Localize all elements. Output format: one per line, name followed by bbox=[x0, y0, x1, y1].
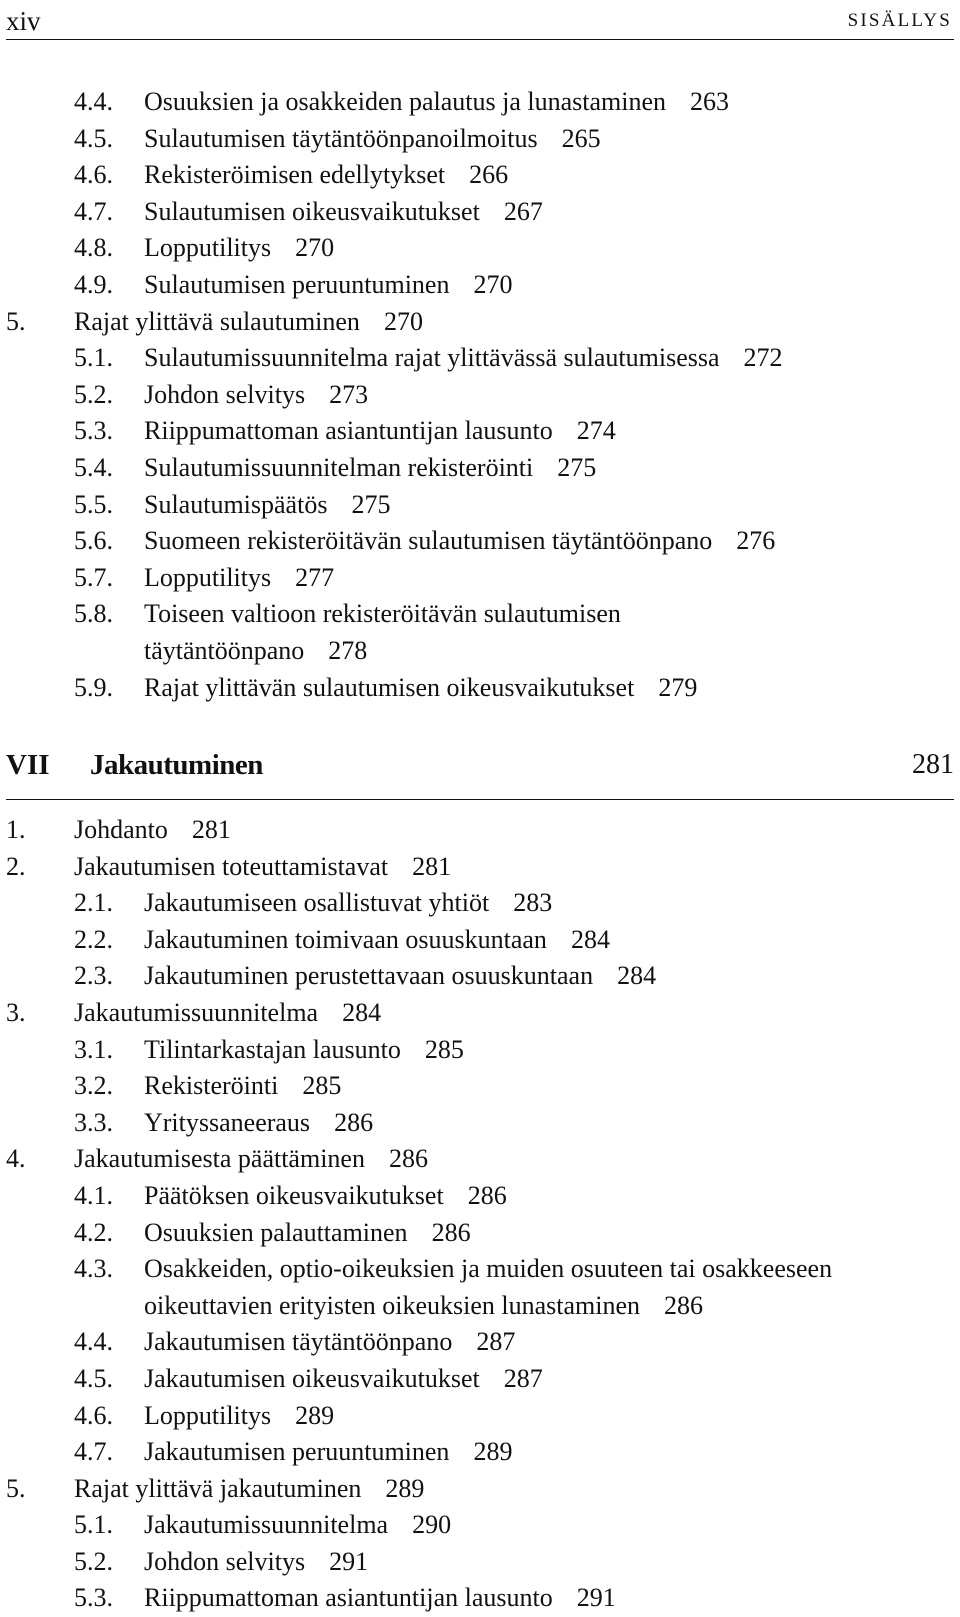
toc-entry-title: Jakautuminen perustettavaan osuuskuntaan bbox=[144, 961, 594, 991]
toc-entry-page: 284 bbox=[570, 924, 610, 954]
toc-entry-number: 2.1. bbox=[74, 888, 113, 918]
toc-entry-page: 276 bbox=[736, 526, 776, 556]
toc-entry-page: 278 bbox=[328, 635, 368, 665]
toc-entry bbox=[0, 670, 960, 707]
toc-entry bbox=[0, 995, 960, 1032]
toc-entry-page: 277 bbox=[295, 562, 335, 592]
toc-entry-number: 5.4. bbox=[74, 452, 113, 482]
toc-entry bbox=[0, 84, 960, 121]
toc-entry bbox=[0, 1032, 960, 1069]
toc-entry-number: 3. bbox=[6, 997, 26, 1027]
toc-entry-number: 4.2. bbox=[74, 1217, 113, 1247]
toc-entry-title: Sulautumispäätös bbox=[144, 489, 328, 519]
chapter-title: Jakautuminen bbox=[90, 749, 263, 781]
toc-entry-page: 291 bbox=[329, 1546, 369, 1576]
toc-entry-number: 5.1. bbox=[74, 1510, 113, 1540]
toc-entry-title: Sulautumisen oikeusvaikutukset bbox=[144, 196, 480, 226]
toc-entry-title: Sulautumissuunnitelman rekisteröinti bbox=[144, 452, 534, 482]
toc-entry bbox=[0, 450, 960, 487]
toc-entry-title: Lopputilitys bbox=[144, 562, 272, 592]
toc-entry-page: 287 bbox=[476, 1327, 516, 1357]
toc-entry-title: Tilintarkastajan lausunto bbox=[144, 1034, 401, 1064]
toc-entry bbox=[0, 596, 960, 669]
toc-entry-page: 275 bbox=[351, 489, 391, 519]
toc-entry bbox=[0, 340, 960, 377]
toc-entry-page: 285 bbox=[424, 1034, 464, 1064]
toc-entry-title: Johdon selvitys bbox=[144, 1546, 306, 1576]
toc-entry-number: 2. bbox=[6, 851, 26, 881]
toc-entry-page: 289 bbox=[385, 1473, 425, 1503]
toc-entry-number: 4. bbox=[6, 1144, 26, 1174]
toc-entry-number: 2.2. bbox=[74, 924, 113, 954]
toc-entry bbox=[0, 230, 960, 267]
toc-entry-number: 3.1. bbox=[74, 1034, 113, 1064]
toc-list-chapter bbox=[0, 812, 960, 1617]
toc-entry-title: Jakautumissuunnitelma bbox=[74, 997, 319, 1027]
toc-list-continued bbox=[0, 84, 960, 706]
toc-entry-page: 287 bbox=[503, 1363, 543, 1393]
toc-entry-title: Rekisteröinti bbox=[144, 1071, 279, 1101]
toc-entry bbox=[0, 1434, 960, 1471]
toc-entry bbox=[0, 121, 960, 158]
toc-entry-number: 3.2. bbox=[74, 1071, 113, 1101]
toc-entry bbox=[0, 1105, 960, 1142]
toc-entry bbox=[0, 413, 960, 450]
toc-entry-title: Toiseen valtioon rekisteröitävän sulautumisen täytäntöönpano bbox=[144, 599, 621, 665]
toc-entry-title: Osuuksien palauttaminen bbox=[144, 1217, 408, 1247]
toc-entry-title: Jakautuminen toimivaan osuuskuntaan bbox=[144, 924, 547, 954]
toc-entry-number: 4.6. bbox=[74, 1400, 113, 1430]
toc-entry bbox=[0, 849, 960, 886]
toc-entry-number: 5.3. bbox=[74, 1583, 113, 1613]
toc-entry-number: 1. bbox=[6, 815, 26, 844]
toc-entry-title: Sulautumisen peruuntuminen bbox=[144, 269, 450, 299]
toc-entry-number: 5.9. bbox=[74, 672, 113, 702]
toc-entry-number: 5.2. bbox=[74, 1546, 113, 1576]
toc-entry-number: 4.3. bbox=[74, 1254, 113, 1284]
toc-entry-page: 284 bbox=[617, 961, 657, 991]
toc-entry-page: 291 bbox=[576, 1583, 616, 1613]
toc-entry-title: Jakautumisen täytäntöönpano bbox=[144, 1327, 453, 1357]
toc-entry-number: 4.5. bbox=[74, 123, 113, 153]
toc-entry-page: 289 bbox=[295, 1400, 335, 1430]
toc-entry-page: 286 bbox=[664, 1290, 704, 1320]
toc-entry-number: 5.1. bbox=[74, 343, 113, 373]
toc-entry-title: Rajat ylittävä sulautuminen bbox=[74, 306, 360, 336]
toc-entry-page: 274 bbox=[576, 416, 616, 446]
toc-entry-number: 2.3. bbox=[74, 961, 113, 991]
toc-entry-number: 4.6. bbox=[74, 160, 113, 190]
toc-entry-page: 265 bbox=[561, 123, 601, 153]
toc-entry-title: Jakautumisen peruuntuminen bbox=[144, 1437, 450, 1467]
toc-entry bbox=[0, 560, 960, 597]
toc-entry bbox=[0, 1251, 960, 1324]
toc-entry-page: 273 bbox=[329, 379, 369, 409]
toc-entry-page: 281 bbox=[191, 815, 231, 844]
toc-entry-page: 266 bbox=[469, 160, 509, 190]
toc-entry-title: Rajat ylittävän sulautumisen oikeusvaikutukset bbox=[144, 672, 635, 702]
toc-entry-page: 270 bbox=[383, 306, 423, 336]
toc-entry-title: Lopputilitys bbox=[144, 233, 272, 263]
toc-entry-number: 5. bbox=[6, 1473, 26, 1503]
toc-entry-title: Riippumattoman asiantuntijan lausunto bbox=[144, 416, 553, 446]
toc-entry-number: 4.5. bbox=[74, 1363, 113, 1393]
toc-entry-title: Sulautumissuunnitelma rajat ylittävässä sulautumisessa bbox=[144, 343, 720, 373]
toc-entry bbox=[0, 1141, 960, 1178]
toc-entry-title: Jakautumisen toteuttamistavat bbox=[74, 851, 389, 881]
toc-entry-number: 5. bbox=[6, 306, 26, 336]
toc-entry-page: 283 bbox=[513, 888, 553, 918]
toc-entry-page: 270 bbox=[473, 269, 513, 299]
toc-entry-page: 286 bbox=[388, 1144, 428, 1174]
toc-entry-page: 267 bbox=[503, 196, 543, 226]
toc-entry bbox=[0, 194, 960, 231]
toc-entry-number: 4.7. bbox=[74, 1437, 113, 1467]
toc-entry bbox=[0, 1580, 960, 1617]
toc-entry-page: 284 bbox=[342, 997, 382, 1027]
toc-entry-title: Yrityssaneeraus bbox=[144, 1107, 311, 1137]
toc-entry bbox=[0, 922, 960, 959]
toc-entry bbox=[0, 1068, 960, 1105]
toc-entry-page: 286 bbox=[431, 1217, 471, 1247]
toc-entry-number: 4.4. bbox=[74, 87, 113, 116]
toc-entry-number: 4.8. bbox=[74, 233, 113, 263]
toc-entry-title: Rekisteröimisen edellytykset bbox=[144, 160, 446, 190]
toc-entry-title: Riippumattoman asiantuntijan lausunto bbox=[144, 1583, 553, 1613]
toc-entry-number: 5.5. bbox=[74, 489, 113, 519]
toc-entry bbox=[0, 304, 960, 341]
toc-entry bbox=[0, 958, 960, 995]
toc-entry bbox=[0, 812, 960, 849]
toc-entry-page: 286 bbox=[467, 1180, 507, 1210]
toc-entry-number: 3.3. bbox=[74, 1107, 113, 1137]
toc-entry bbox=[0, 157, 960, 194]
toc-entry-title: Osuuksien ja osakkeiden palautus ja lunastaminen bbox=[144, 87, 667, 116]
toc-entry-title: Johdanto bbox=[74, 815, 168, 844]
chapter-heading bbox=[6, 740, 954, 790]
toc-entry-title: Rajat ylittävä jakautuminen bbox=[74, 1473, 362, 1503]
toc-entry-title: Jakautumisesta päättäminen bbox=[74, 1144, 365, 1174]
toc-entry-title: Jakautumiseen osallistuvat yhtiöt bbox=[144, 888, 490, 918]
toc-entry bbox=[0, 1361, 960, 1398]
toc-entry-title: Suomeen rekisteröitävän sulautumisen täytäntöönpano bbox=[144, 526, 713, 556]
toc-entry-page: 285 bbox=[302, 1071, 342, 1101]
toc-entry-page: 279 bbox=[658, 672, 698, 702]
toc-entry-number: 5.8. bbox=[74, 599, 113, 629]
toc-entry bbox=[0, 523, 960, 560]
chapter-number: VII bbox=[6, 749, 50, 781]
toc-entry-title: Päätöksen oikeusvaikutukset bbox=[144, 1180, 444, 1210]
toc-entry-page: 275 bbox=[557, 452, 597, 482]
toc-entry-page: 289 bbox=[473, 1437, 513, 1467]
toc-entry-number: 5.2. bbox=[74, 379, 113, 409]
header-rule bbox=[6, 39, 954, 40]
toc-entry bbox=[0, 885, 960, 922]
toc-entry bbox=[0, 267, 960, 304]
toc-entry-page: 290 bbox=[412, 1510, 452, 1540]
toc-entry-number: 4.9. bbox=[74, 269, 113, 299]
toc-entry bbox=[0, 377, 960, 414]
toc-entry-title: Johdon selvitys bbox=[144, 379, 306, 409]
toc-entry bbox=[0, 1544, 960, 1581]
running-head bbox=[6, 2, 954, 36]
toc-entry-title: Jakautumisen oikeusvaikutukset bbox=[144, 1363, 480, 1393]
toc-entry-title: Lopputilitys bbox=[144, 1400, 272, 1430]
chapter-rule bbox=[6, 799, 954, 800]
running-title: SISÄLLYS bbox=[847, 10, 952, 31]
toc-entry-page: 281 bbox=[412, 851, 452, 881]
toc-entry-number: 5.3. bbox=[74, 416, 113, 446]
toc-entry-title: Sulautumisen täytäntöönpanoilmoitus bbox=[144, 123, 538, 153]
page-number: xiv bbox=[6, 6, 41, 36]
toc-entry-page: 270 bbox=[295, 233, 335, 263]
toc-entry-number: 4.4. bbox=[74, 1327, 113, 1357]
toc-entry-page: 286 bbox=[334, 1107, 374, 1137]
toc-entry bbox=[0, 487, 960, 524]
toc-entry bbox=[0, 1507, 960, 1544]
chapter-page: 281 bbox=[912, 749, 954, 780]
toc-entry-number: 5.7. bbox=[74, 562, 113, 592]
toc-entry-number: 4.1. bbox=[74, 1180, 113, 1210]
toc-entry-page: 263 bbox=[690, 87, 730, 116]
toc-entry-title: Osakkeiden, optio-oikeuksien ja muiden osuuteen tai osakkeeseen oikeuttavien erityisten oikeuksien lunastaminen bbox=[144, 1254, 833, 1320]
toc-entry bbox=[0, 1398, 960, 1435]
toc-entry-title: Jakautumissuunnitelma bbox=[144, 1510, 389, 1540]
toc-entry-number: 4.7. bbox=[74, 196, 113, 226]
toc-entry-number: 5.6. bbox=[74, 526, 113, 556]
toc-entry-page: 272 bbox=[743, 343, 783, 373]
toc-entry bbox=[0, 1324, 960, 1361]
toc-entry bbox=[0, 1471, 960, 1508]
toc-entry bbox=[0, 1215, 960, 1252]
toc-entry bbox=[0, 1178, 960, 1215]
